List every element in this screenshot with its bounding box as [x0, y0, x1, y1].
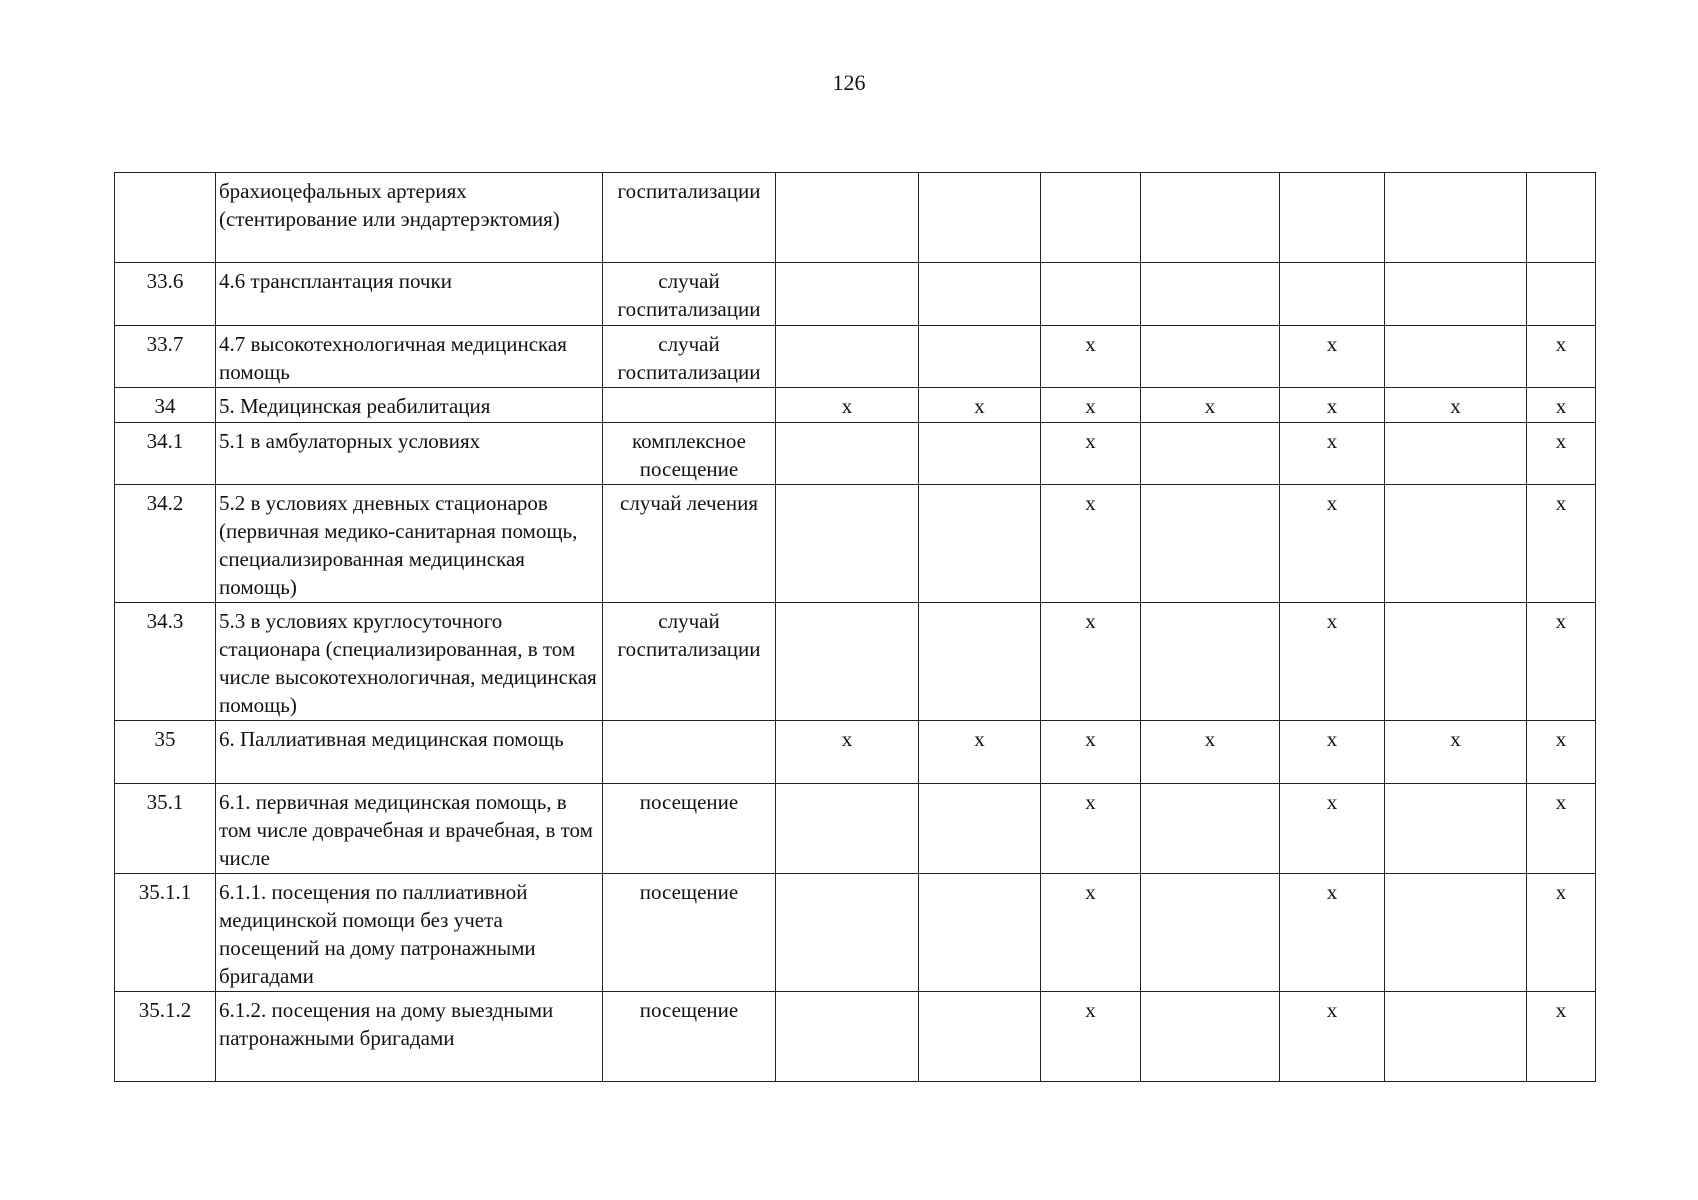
table-row [115, 263, 1596, 326]
mark-cell: х [1280, 992, 1385, 1082]
row-name-cell: 5.2 в условиях дневных стационаров (первичная медико-санитарная помощь, специализированная медицинская помощь) [216, 485, 603, 603]
mark-cell: х [1041, 485, 1141, 603]
mark-cell: х [919, 721, 1041, 784]
table-row [115, 326, 1596, 388]
mark-cell [919, 603, 1041, 721]
mark-cell: х [1527, 992, 1596, 1082]
table-row [115, 423, 1596, 485]
mark-cell [1141, 992, 1280, 1082]
mark-cell: х [1041, 721, 1141, 784]
mark-cell [1385, 485, 1527, 603]
row-number-cell [115, 173, 216, 263]
mark-cell [919, 485, 1041, 603]
row-unit-cell: случай госпитализации [603, 326, 776, 388]
mark-cell: х [1280, 326, 1385, 388]
mark-cell [1527, 263, 1596, 326]
mark-cell [919, 784, 1041, 874]
table-row [115, 721, 1596, 784]
mark-cell: х [1280, 485, 1385, 603]
mark-cell: х [1280, 423, 1385, 485]
row-name-cell: 6.1.1. посещения по паллиативной медицинской помощи без учета посещений на дому патронажными бригадами [216, 874, 603, 992]
row-unit-cell [603, 721, 776, 784]
mark-cell [1041, 173, 1141, 263]
mark-cell [1385, 784, 1527, 874]
row-name-cell: 4.7 высокотехнологичная медицинская помощь [216, 326, 603, 388]
mark-cell [776, 423, 919, 485]
mark-cell [776, 173, 919, 263]
mark-cell: х [1041, 423, 1141, 485]
mark-cell: х [1527, 485, 1596, 603]
mark-cell [1385, 874, 1527, 992]
mark-cell [1280, 173, 1385, 263]
row-unit-cell: посещение [603, 992, 776, 1082]
mark-cell [776, 603, 919, 721]
row-name-cell: 5.3 в условиях круглосуточного стационара (специализированная, в том числе высокотехнологичная, медицинская помощь) [216, 603, 603, 721]
mark-cell [776, 326, 919, 388]
mark-cell: х [1385, 388, 1527, 423]
mark-cell [1141, 485, 1280, 603]
mark-cell [919, 874, 1041, 992]
mark-cell [1141, 603, 1280, 721]
mark-cell: х [1041, 992, 1141, 1082]
row-name-cell: 5.1 в амбулаторных условиях [216, 423, 603, 485]
row-unit-cell: случай госпитализации [603, 603, 776, 721]
mark-cell: х [1527, 326, 1596, 388]
mark-cell: х [1141, 388, 1280, 423]
mark-cell [919, 423, 1041, 485]
row-unit-cell: посещение [603, 874, 776, 992]
mark-cell: х [1527, 721, 1596, 784]
mark-cell [1041, 263, 1141, 326]
mark-cell [919, 992, 1041, 1082]
mark-cell: х [1041, 784, 1141, 874]
table-row [115, 603, 1596, 721]
mark-cell: х [1141, 721, 1280, 784]
row-number-cell: 35.1.2 [115, 992, 216, 1082]
row-number-cell: 35 [115, 721, 216, 784]
mark-cell [1385, 173, 1527, 263]
mark-cell: х [776, 721, 919, 784]
row-name-cell: 6.1.2. посещения на дому выездными патронажными бригадами [216, 992, 603, 1082]
mark-cell: х [1280, 603, 1385, 721]
table-body [115, 173, 1596, 1082]
table-row [115, 485, 1596, 603]
mark-cell: х [919, 388, 1041, 423]
mark-cell [1141, 874, 1280, 992]
mark-cell [1385, 263, 1527, 326]
row-number-cell: 33.7 [115, 326, 216, 388]
table-row [115, 388, 1596, 423]
row-unit-cell: посещение [603, 784, 776, 874]
mark-cell [1141, 784, 1280, 874]
row-name-cell: брахиоцефальных артериях (стентирование или эндартерэктомия) [216, 173, 603, 263]
mark-cell: х [1041, 603, 1141, 721]
row-number-cell: 34.3 [115, 603, 216, 721]
mark-cell [776, 784, 919, 874]
row-number-cell: 33.6 [115, 263, 216, 326]
mark-cell [919, 326, 1041, 388]
mark-cell: х [1280, 721, 1385, 784]
row-name-cell: 6. Паллиативная медицинская помощь [216, 721, 603, 784]
mark-cell: х [1527, 388, 1596, 423]
mark-cell [1280, 263, 1385, 326]
mark-cell [1141, 326, 1280, 388]
mark-cell: х [1280, 874, 1385, 992]
row-unit-cell: комплексное посещение [603, 423, 776, 485]
mark-cell [776, 485, 919, 603]
row-unit-cell: случай госпитализации [603, 263, 776, 326]
row-number-cell: 34.2 [115, 485, 216, 603]
row-number-cell: 34 [115, 388, 216, 423]
mark-cell [1385, 992, 1527, 1082]
mark-cell [919, 173, 1041, 263]
mark-cell: х [1280, 388, 1385, 423]
row-name-cell: 5. Медицинская реабилитация [216, 388, 603, 423]
page-number: 126 [832, 70, 866, 95]
mark-cell [919, 263, 1041, 326]
mark-cell [1141, 263, 1280, 326]
row-name-cell: 6.1. первичная медицинская помощь, в том числе доврачебная и врачебная, в том числе [216, 784, 603, 874]
mark-cell: х [1041, 326, 1141, 388]
table-row [115, 173, 1596, 263]
row-number-cell: 34.1 [115, 423, 216, 485]
mark-cell [776, 992, 919, 1082]
mark-cell: х [776, 388, 919, 423]
mark-cell: х [1527, 423, 1596, 485]
mark-cell [1141, 423, 1280, 485]
row-name-cell: 4.6 трансплантация почки [216, 263, 603, 326]
mark-cell [1385, 326, 1527, 388]
mark-cell: х [1527, 874, 1596, 992]
mark-cell: х [1280, 784, 1385, 874]
mark-cell [776, 874, 919, 992]
mark-cell: х [1385, 721, 1527, 784]
table-row [115, 874, 1596, 992]
mark-cell [1141, 173, 1280, 263]
mark-cell: х [1527, 603, 1596, 721]
row-number-cell: 35.1.1 [115, 874, 216, 992]
row-unit-cell: случай лечения [603, 485, 776, 603]
mark-cell: х [1527, 784, 1596, 874]
row-unit-cell: госпитализации [603, 173, 776, 263]
data-table [114, 172, 1596, 1082]
mark-cell [1527, 173, 1596, 263]
mark-cell [1385, 603, 1527, 721]
table-row [115, 992, 1596, 1082]
mark-cell [1385, 423, 1527, 485]
mark-cell: х [1041, 874, 1141, 992]
row-number-cell: 35.1 [115, 784, 216, 874]
row-unit-cell [603, 388, 776, 423]
mark-cell: х [1041, 388, 1141, 423]
mark-cell [776, 263, 919, 326]
table-row [115, 784, 1596, 874]
